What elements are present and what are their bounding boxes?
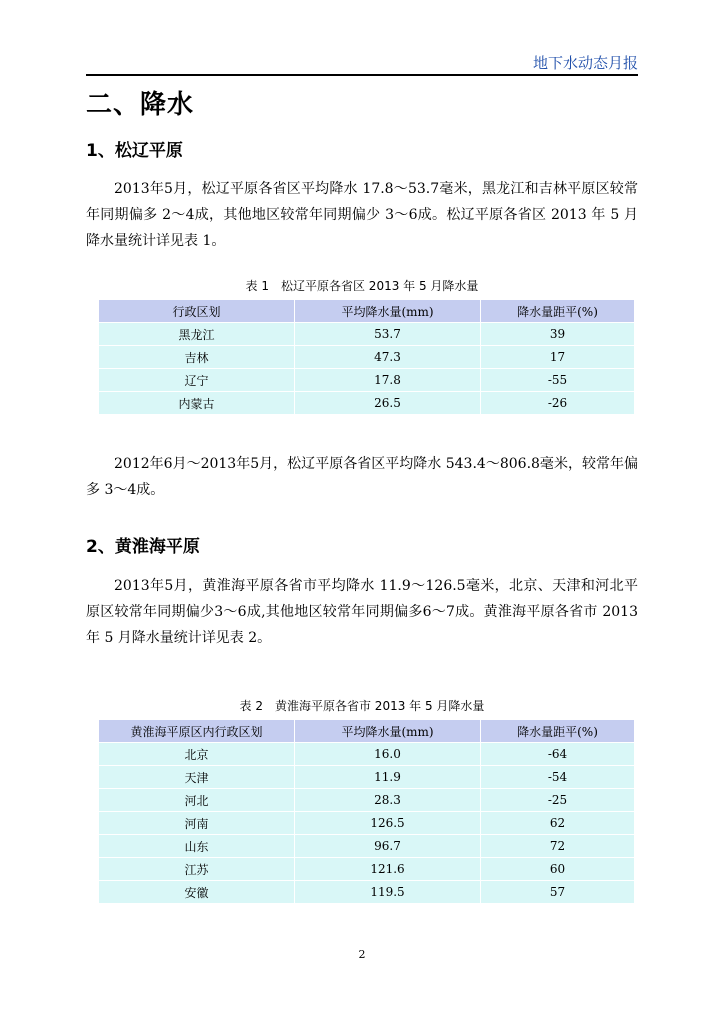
anomaly-cell: 57 xyxy=(481,881,635,904)
precipitation-cell: 11.9 xyxy=(295,766,481,789)
region-cell: 黑龙江 xyxy=(99,323,295,346)
column-header: 黄淮海平原区内行政区划 xyxy=(99,720,295,743)
region-cell: 北京 xyxy=(99,743,295,766)
paragraph-songliao-monthly: 2013年5月，松辽平原各省区平均降水 17.8～53.7毫米，黑龙江和吉林平原区较常年同期偏多 2～4成，其他地区较常年同期偏少 3～6成。松辽平原各省区 2013 年 5 月降水量统计详见表 1。 xyxy=(86,181,638,249)
precipitation-cell: 17.8 xyxy=(295,369,481,392)
page-number: 2 xyxy=(358,948,366,961)
anomaly-cell: -26 xyxy=(481,392,635,415)
anomaly-cell: -64 xyxy=(481,743,635,766)
region-cell: 辽宁 xyxy=(99,369,295,392)
paragraph-songliao-annual: 2012年6月～2013年5月，松辽平原各省区平均降水 543.4～806.8毫米，较常年偏多 3～4成。 xyxy=(86,456,638,498)
region-cell: 山东 xyxy=(99,835,295,858)
precipitation-cell: 16.0 xyxy=(295,743,481,766)
table-2-caption: 表 2 黄淮海平原各省市 2013 年 5 月降水量 xyxy=(239,699,485,713)
anomaly-cell: 62 xyxy=(481,812,635,835)
precipitation-cell: 96.7 xyxy=(295,835,481,858)
report-header-title: 地下水动态月报 xyxy=(532,54,638,72)
anomaly-cell: -25 xyxy=(481,789,635,812)
column-header: 平均降水量(mm) xyxy=(295,300,481,323)
precipitation-cell: 119.5 xyxy=(295,881,481,904)
anomaly-cell: 39 xyxy=(481,323,635,346)
table-row xyxy=(99,835,635,858)
precipitation-cell: 26.5 xyxy=(295,392,481,415)
table-1-songliao-precipitation xyxy=(98,299,635,415)
precipitation-cell: 126.5 xyxy=(295,812,481,835)
table-row xyxy=(99,346,635,369)
paragraph-huanghuaihai-monthly: 2013年5月，黄淮海平原各省市平均降水 11.9～126.5毫米，北京、天津和河北平原区较常年同期偏少3～6成,其他地区较常年同期偏多6～7成。黄淮海平原各省市 2013 年 5 月降水量统计详见表 2。 xyxy=(86,578,638,646)
table-row xyxy=(99,858,635,881)
precipitation-cell: 53.7 xyxy=(295,323,481,346)
region-cell: 内蒙古 xyxy=(99,392,295,415)
table-row xyxy=(99,766,635,789)
table-row xyxy=(99,789,635,812)
anomaly-cell: -55 xyxy=(481,369,635,392)
region-cell: 河南 xyxy=(99,812,295,835)
table-row xyxy=(99,812,635,835)
anomaly-cell: 60 xyxy=(481,858,635,881)
region-cell: 安徽 xyxy=(99,881,295,904)
precipitation-cell: 28.3 xyxy=(295,789,481,812)
table-row xyxy=(99,369,635,392)
subsection-heading-huanghuaihai: 2、黄淮海平原 xyxy=(86,537,200,557)
anomaly-cell: -54 xyxy=(481,766,635,789)
column-header: 行政区划 xyxy=(99,300,295,323)
region-cell: 天津 xyxy=(99,766,295,789)
region-cell: 吉林 xyxy=(99,346,295,369)
header-divider xyxy=(86,74,638,76)
column-header: 平均降水量(mm) xyxy=(295,720,481,743)
region-cell: 江苏 xyxy=(99,858,295,881)
table-row xyxy=(99,323,635,346)
subsection-heading-songliao: 1、松辽平原 xyxy=(86,141,183,161)
region-cell: 河北 xyxy=(99,789,295,812)
anomaly-cell: 72 xyxy=(481,835,635,858)
anomaly-cell: 17 xyxy=(481,346,635,369)
section-title: 二、降水 xyxy=(86,90,195,120)
table-row xyxy=(99,881,635,904)
table-header-row xyxy=(99,300,635,323)
precipitation-cell: 121.6 xyxy=(295,858,481,881)
column-header: 降水量距平(%) xyxy=(481,300,635,323)
table-2-huanghuaihai-precipitation xyxy=(98,719,635,904)
column-header: 降水量距平(%) xyxy=(481,720,635,743)
table-row xyxy=(99,392,635,415)
table-row xyxy=(99,743,635,766)
table-1-caption: 表 1 松辽平原各省区 2013 年 5 月降水量 xyxy=(245,279,479,293)
precipitation-cell: 47.3 xyxy=(295,346,481,369)
table-header-row xyxy=(99,720,635,743)
